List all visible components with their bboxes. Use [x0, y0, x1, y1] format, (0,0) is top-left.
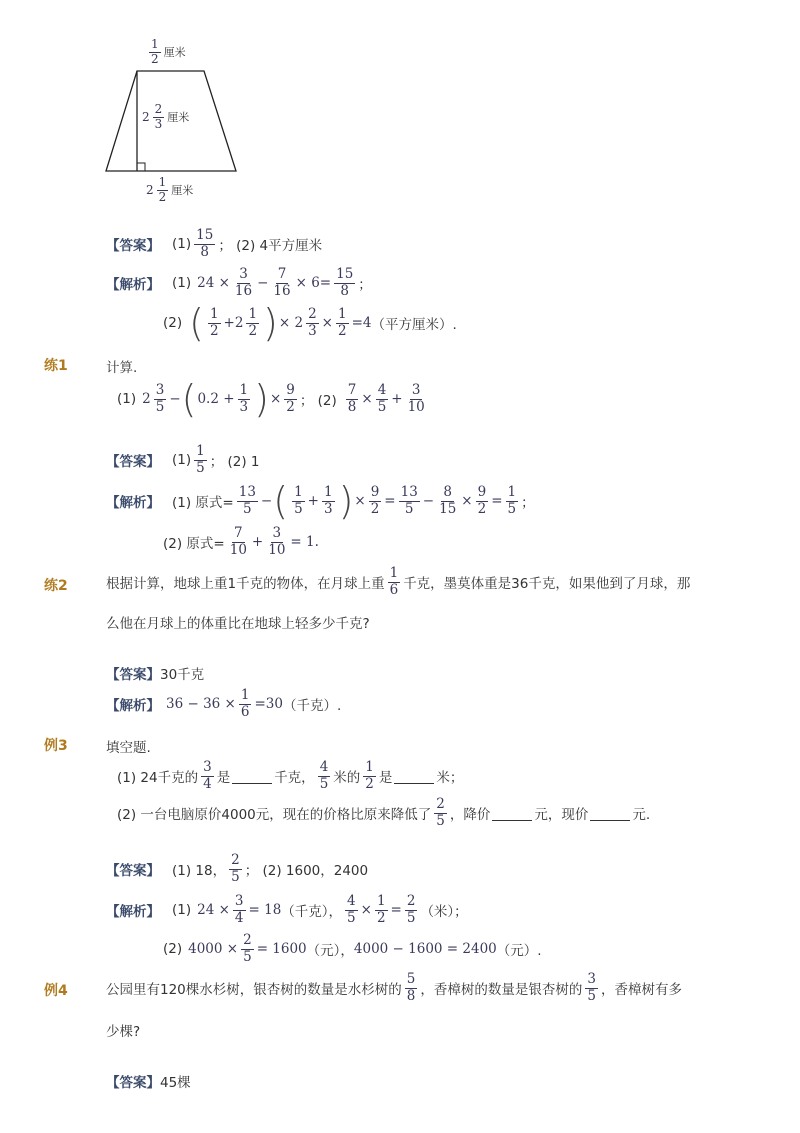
lian1-question: (1) 2 $\frac{3}{5}$ − ( 0.2 + $\frac{1}{3}$ ) × $\frac{9}{2}$ ； (2) $\frac{7}{8}$ × $\frac{4}{5}$ + $\frac{3}{10}$: [117, 377, 425, 421]
top-base-label: $\frac{1}{2}$ 厘米: [151, 37, 186, 66]
answer-blank[interactable]: [590, 806, 630, 821]
lian2-answer-row: 【答案】 30千克: [106, 667, 205, 683]
lian1-prompt: 计算.: [106, 360, 138, 376]
lian2-question-line2: 么他在月球上的体重比在地球上轻多少千克?: [106, 616, 370, 632]
height-label: 2 $\frac{2}{3}$ 厘米: [142, 102, 190, 131]
answer-blank[interactable]: [492, 806, 532, 821]
li3-answer-row: 【答案】 (1) 18， $\frac{2}{5}$ ； (2) 1600，2400: [106, 852, 369, 885]
li4-label: 例4: [44, 983, 68, 999]
lian1-answer-row: 【答案】 (1) $\frac{1}{5}$ ； (2) 1: [106, 443, 260, 476]
lian2-analysis-row: 【解析】 36 − 36 × $\frac{1}{6}$ =30 （千克）.: [106, 687, 342, 720]
prev-analysis-row-1: 【解析】 (1) 24 × $\frac{3}{16}$ − $\frac{7}{16}$ × 6= $\frac{15}{8}$ ；: [106, 266, 372, 299]
lian1-analysis-row-1: 【解析】 (1) 原式= $\frac{13}{5}$ − ( $\frac{1}{5}$ + $\frac{1}{3}$ ) × $\frac{9}{2}$ = $\frac{13}{5}$ − $\frac{8}{15}$ × $\frac{9}{2}$ = $\frac{1}{5}$ ；: [106, 479, 535, 523]
analysis-tag: 【解析】: [106, 277, 160, 294]
right-angle-mark: [137, 163, 145, 171]
answer-tag: 【答案】: [106, 238, 160, 255]
lian2-label: 练2: [44, 578, 68, 594]
li3-prompt: 填空题.: [106, 740, 151, 756]
li3-analysis-row-2: (2) 4000 × $\frac{2}{5}$ = 1600 （元）， 4000 − 1600 = 2400 （元）.: [163, 932, 542, 965]
prev-answer-row: 【答案】 (1) $\frac{15}{8}$ ； (2) 4平方厘米: [106, 227, 323, 260]
li4-question-line2: 少棵?: [106, 1024, 141, 1040]
li4-question-line1: 公园里有120棵水杉树，银杏树的数量是水杉树的 $\frac{5}{8}$ ，香樟树的数量是银杏树的 $\frac{3}{5}$ ，香樟树有多: [106, 971, 682, 1004]
li4-answer-row: 【答案】 45棵: [106, 1075, 191, 1091]
answer-blank[interactable]: [232, 769, 272, 784]
lian1-label: 练1: [44, 358, 68, 374]
answer-blank[interactable]: [394, 769, 434, 784]
li3-analysis-row-1: 【解析】 (1) 24 × $\frac{3}{4}$ = 18 （千克）， $\frac{4}{5}$ × $\frac{1}{2}$ = $\frac{2}{5}$ （米）；: [106, 893, 468, 926]
li3-question-2: (2) 一台电脑原价4000元，现在的价格比原来降低了 $\frac{2}{5}$ ，降价 元，现价 元.: [117, 796, 651, 829]
li3-label: 例3: [44, 738, 68, 754]
prev-analysis-row-2: (2) ( $\frac{1}{2}$ +2 $\frac{1}{2}$ ) × 2 $\frac{2}{3}$ × $\frac{1}{2}$ =4 （平方厘米）.: [163, 301, 457, 345]
li3-question-1: (1) 24千克的 $\frac{3}{4}$ 是 千克， $\frac{4}{5}$ 米的 $\frac{1}{2}$ 是 米；: [117, 759, 464, 792]
lian1-analysis-row-2: (2) 原式= $\frac{7}{10}$ + $\frac{3}{10}$ = 1.: [163, 525, 319, 558]
bottom-base-label: 2 $\frac{1}{2}$ 厘米: [146, 175, 194, 204]
lian2-question-line1: 根据计算，地球上重1千克的物体，在月球上重 $\frac{1}{6}$ 千克，墨莫体重是36千克，如果他到了月球，那: [106, 565, 691, 598]
